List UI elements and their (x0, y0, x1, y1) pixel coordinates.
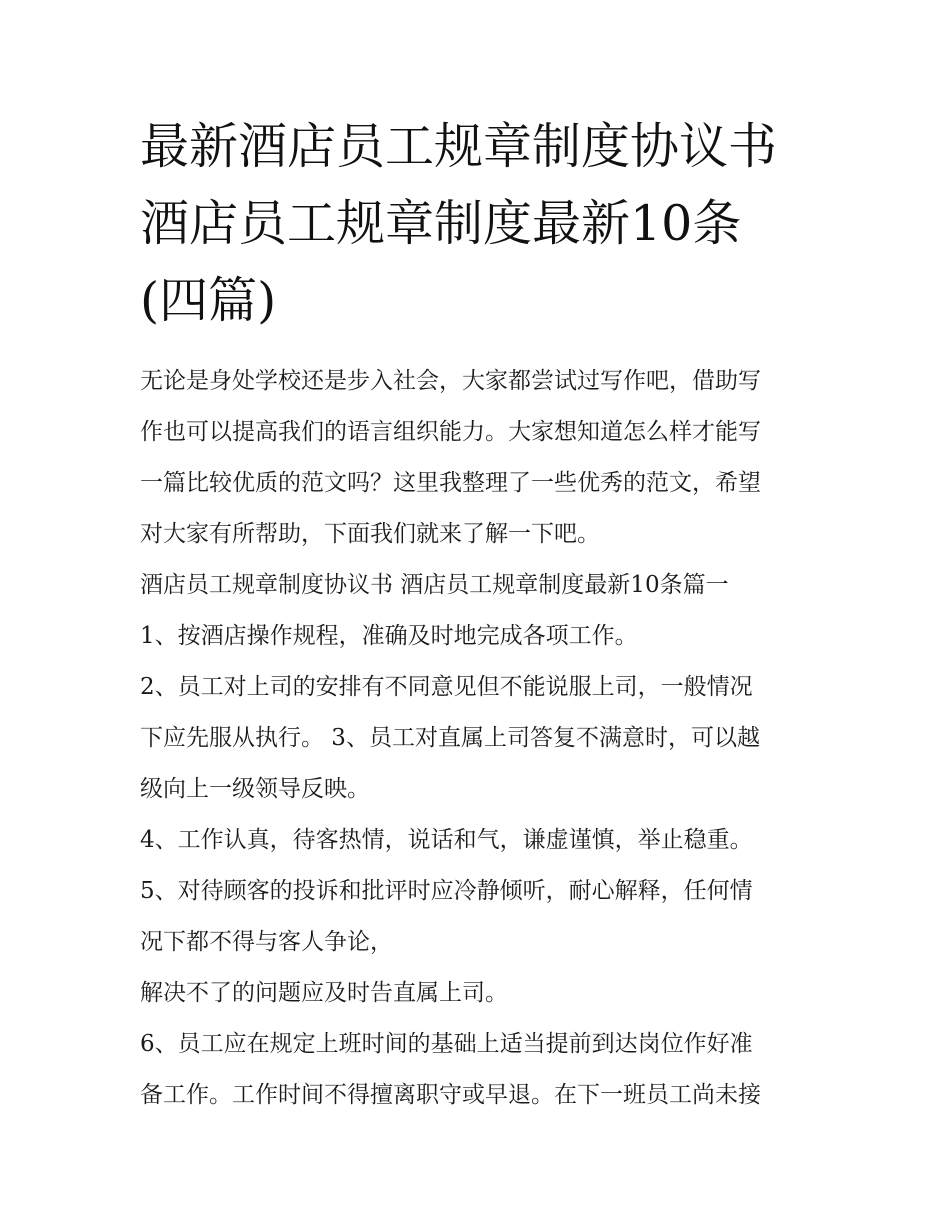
document-body (140, 356, 820, 1121)
body-line: 4、工作认真，待客热情，说话和气，谦虚谨慎，举止稳重。 (140, 827, 753, 853)
body-line: 备工作。工作时间不得擅离职守或早退。在下一班员工尚未接 (140, 1082, 761, 1108)
body-line: 6、员工应在规定上班时间的基础上适当提前到达岗位作好准 (140, 1031, 753, 1057)
body-line: 下应先服从执行。 3、员工对直属上司答复不满意时，可以越 (140, 725, 760, 751)
title-line-1: 最新酒店员工规章制度协议书 (140, 118, 778, 175)
body-line: 解决不了的问题应及时告直属上司。 (140, 980, 508, 1006)
body-line: 1、按酒店操作规程，准确及时地完成各项工作。 (140, 623, 638, 649)
body-line: 对大家有所帮助，下面我们就来了解一下吧。 (140, 521, 600, 547)
body-line: 无论是身处学校还是步入社会，大家都尝试过写作吧，借助写 (140, 368, 761, 394)
document-title (140, 108, 840, 339)
body-line: 一篇比较优质的范文吗？这里我整理了一些优秀的范文，希望 (140, 470, 761, 496)
body-line: 级向上一级领导反映。 (140, 776, 370, 802)
body-line: 2、员工对上司的安排有不同意见但不能说服上司，一般情况 (140, 674, 753, 700)
title-line-3: (四篇) (140, 272, 277, 329)
section-heading: 酒店员工规章制度协议书 酒店员工规章制度最新10条篇一 (140, 572, 729, 598)
body-line: 作也可以提高我们的语言组织能力。大家想知道怎么样才能写 (140, 419, 761, 445)
body-line: 5、对待顾客的投诉和批评时应冷静倾听，耐心解释，任何情 (140, 878, 753, 904)
title-line-2: 酒店员工规章制度最新10条 (140, 195, 742, 252)
body-line: 况下都不得与客人争论， (140, 929, 393, 955)
